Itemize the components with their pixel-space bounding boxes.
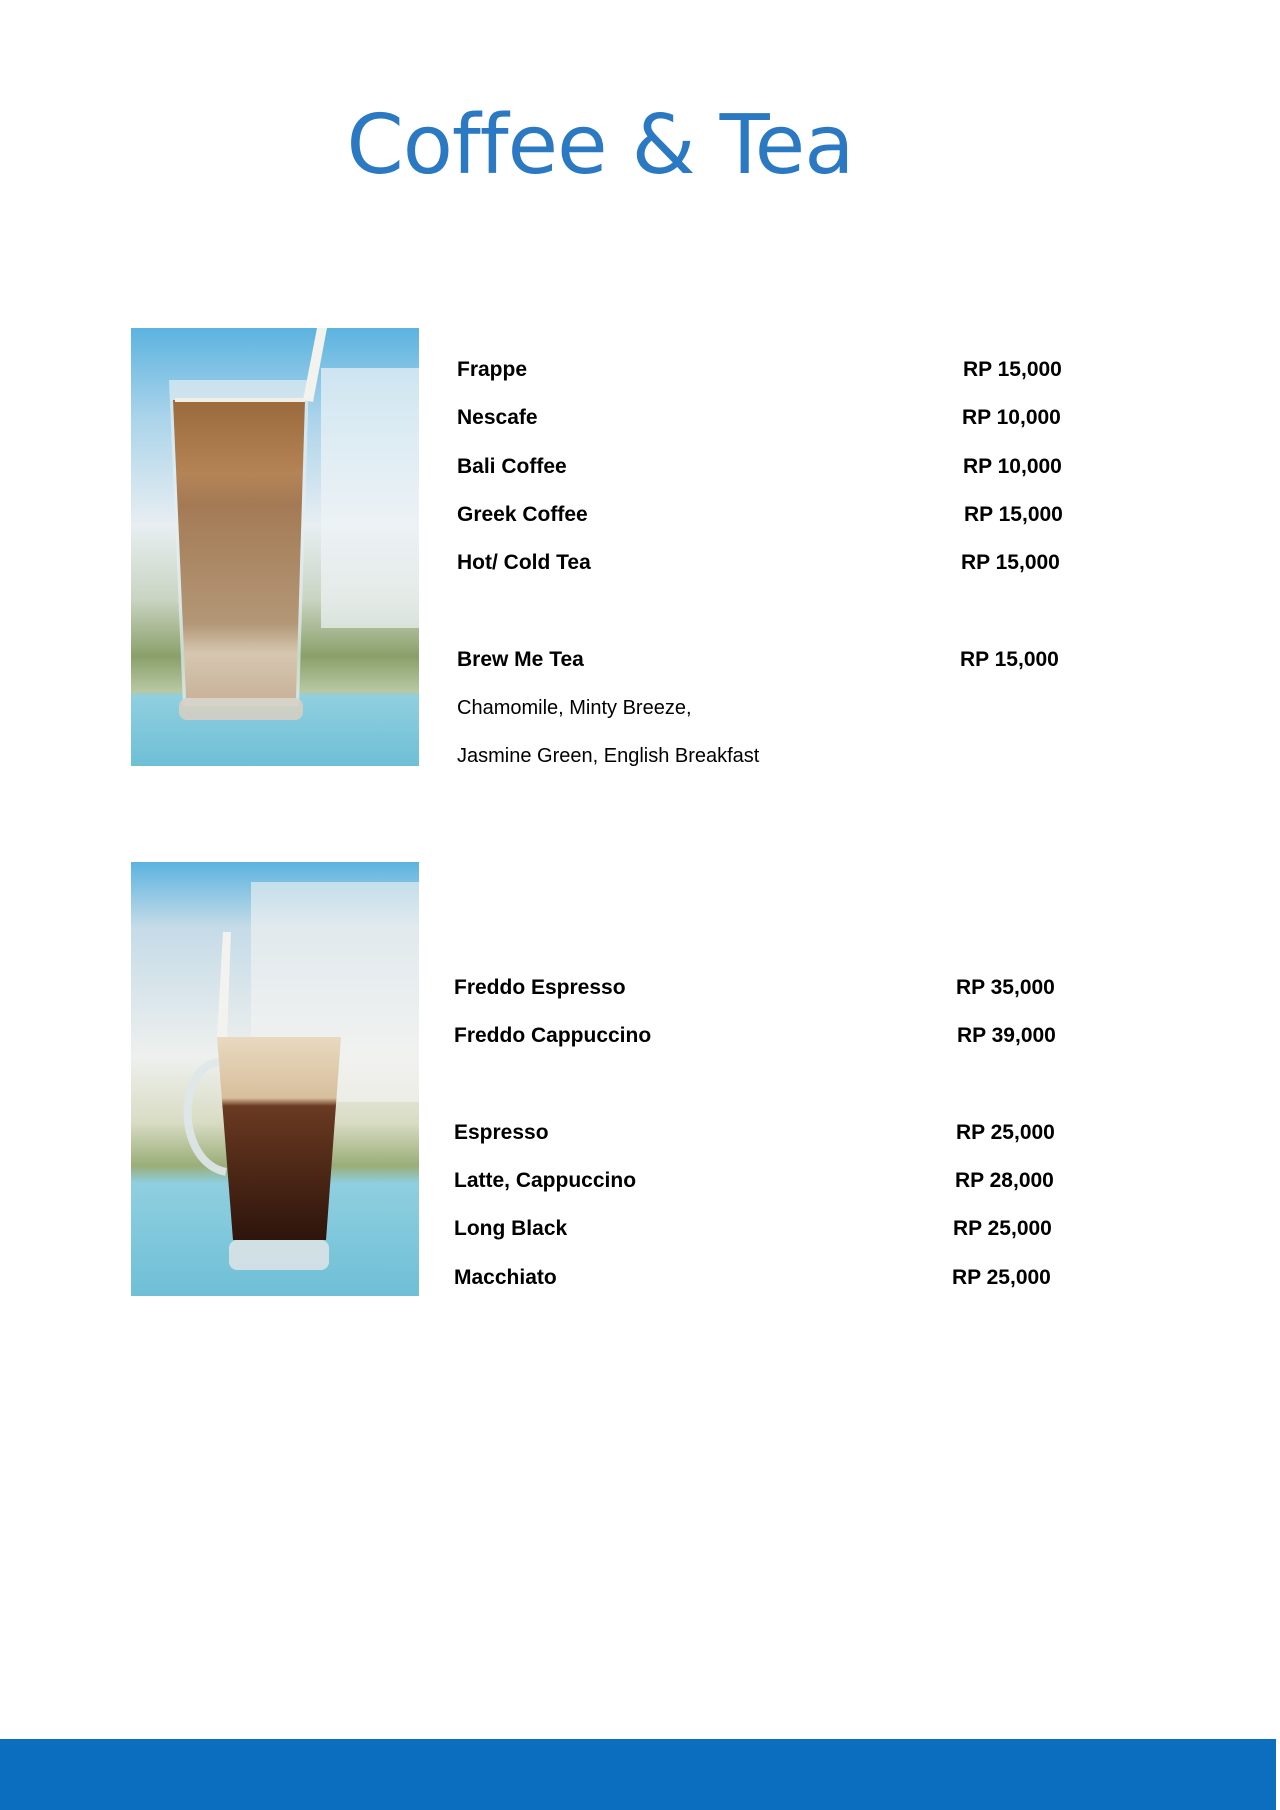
menu-item-name: Hot/ Cold Tea (457, 551, 591, 574)
menu-item-price: RP 15,000 (963, 358, 1062, 381)
menu-item-note: Jasmine Green, English Breakfast (457, 745, 760, 767)
menu-item-name: Long Black (454, 1217, 568, 1240)
menu-item-name: Freddo Espresso (454, 976, 626, 999)
menu-item-price: RP 15,000 (960, 648, 1059, 671)
menu-item-name: Bali Coffee (457, 455, 567, 478)
menu-item-name: Freddo Cappuccino (454, 1024, 652, 1047)
page-title: Coffee & Tea (346, 98, 854, 193)
menu-item-price: RP 35,000 (956, 976, 1055, 999)
menu-item-name: Espresso (454, 1121, 549, 1144)
menu-item-price: RP 10,000 (963, 455, 1062, 478)
menu-item-price: RP 15,000 (964, 503, 1063, 526)
menu-item-price: RP 28,000 (955, 1169, 1054, 1192)
menu-item-price: RP 39,000 (957, 1024, 1056, 1047)
menu-item-name: Latte, Cappuccino (454, 1169, 637, 1192)
menu-item-price: RP 25,000 (956, 1121, 1055, 1144)
menu-item-name: Greek Coffee (457, 503, 588, 526)
footer-bar (0, 1739, 1276, 1810)
menu-item-price: RP 25,000 (953, 1217, 1052, 1240)
menu-item-name: Frappe (457, 358, 528, 381)
freddo-photo-icon (131, 862, 419, 1296)
menu-item-note: Chamomile, Minty Breeze, (457, 697, 692, 719)
menu-item-name: Nescafe (457, 406, 538, 429)
menu-item-name: Macchiato (454, 1266, 557, 1289)
menu-item-price: RP 25,000 (952, 1266, 1051, 1289)
menu-item-name: Brew Me Tea (457, 648, 584, 671)
menu-item-price: RP 10,000 (962, 406, 1061, 429)
frappe-photo-icon (131, 328, 419, 766)
menu-item-price: RP 15,000 (961, 551, 1060, 574)
